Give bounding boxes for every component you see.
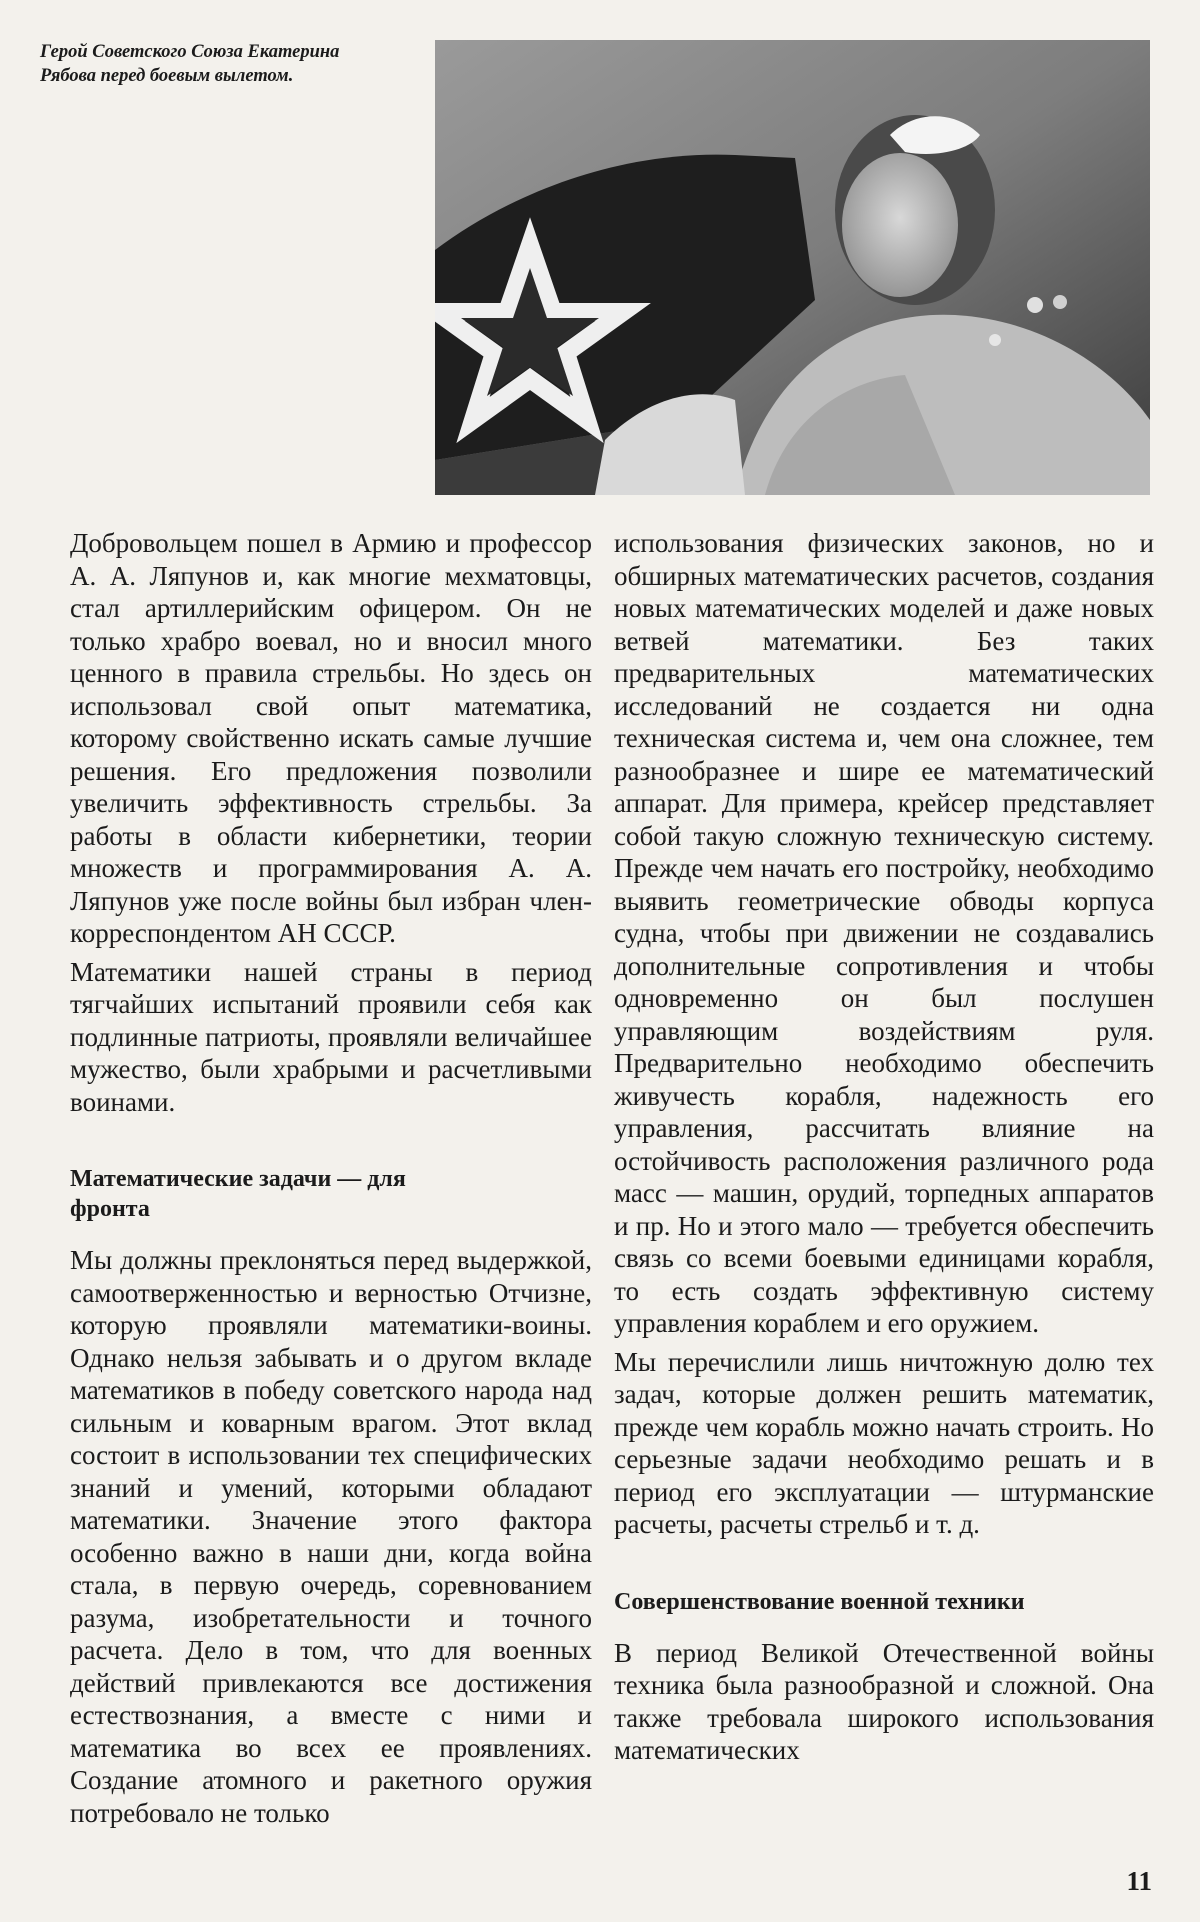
photo-image [435,40,1150,495]
section-heading-2: Совершенствование военной техники [614,1588,1025,1615]
right-paragraph-2: Мы перечислили лишь ничтожную долю тех задач, которые должен решить математик, прежде чем корабль можно начать строить. Но серьезные задачи необходимо решать и в период его эксплуатации — штурманские расчеты, расчеты стрельб и т. д. [614,1346,1154,1539]
photo-ekaterina-ryabova [435,40,1150,495]
left-paragraph-1: Добровольцем пошел в Армию и профессор А. А. Ляпунов и, как многие мехматовцы, стал артиллерийским офицером. Он не только храбро воевал, но и вносил много ценного в правила стрельбы. Но здесь он использовал свой опыт математика, которому свойственно искать самые лучшие решения. Его предложения позволили увеличить эффективность стрельбы. За работы в области кибернетики, теории множеств и программирования А. А. Ляпунов уже после войны был избран член-корреспондентом АН СССР. [70,528,592,948]
photo-caption: Герой Советского Союза Екатерина Рябова перед боевым вылетом. [40,42,340,86]
left-column [70,527,592,1829]
left-paragraph-3: Мы должны преклоняться перед выдержкой, самоотверженностью и верностью Отчизне, которую проявляли математики-воины. Однако нельзя забывать и о другом вкладе математиков в победу советского народа над сильным и коварным врагом. Этот вклад состоит в использовании тех специфических знаний и умений, которыми обладают математики. Значение этого фактора особенно важно в наши дни, когда война стала, в первую очередь, соревнованием разума, изобретательности и точного расчета. Дело в том, что для военных действий привлекаются все достижения естествознания, а вместе с ними и математика во всех ее проявлениях. Создание атомного и ракетного оружия потребовало не только [70,1245,592,1828]
section-heading-1: Математические задачи — для фронта [70,1166,406,1222]
right-column [614,527,1154,1767]
right-paragraph-1: использования физических законов, но и обширных математических расчетов, создания новых математических моделей и даже новых ветвей математики. Без таких предварительных математических исследований не создается ни одна техническая система и, чем она сложнее, тем разнообразнее и шире ее математический аппарат. Для примера, крейсер представляет собой такую сложную техническую систему. Прежде чем начать его постройку, необходимо выявить геометрические обводы корпуса судна, чтобы при движении не создавались дополнительные сопротивления и чтобы одновременно он был послушен управляющим воздействиям руля. Предварительно необходимо обеспечить живучесть корабля, надежность его управления, рассчитать влияние на остойчивость расположения различного рода масс — машин, орудий, торпедных аппаратов и пр. Но и этого мало — требуется обеспечить связь со всеми боевыми единицами корабля, то есть создать эффективную систему управления кораблем и его оружием. [614,528,1154,1338]
left-paragraph-2: Математики нашей страны в период тягчайших испытаний проявили себя как подлинные патриоты, проявляли величайшее мужество, были храбрыми и расчетливыми воинами. [70,956,592,1117]
right-paragraph-3: В период Великой Отечественной войны техника была разнообразной и сложной. Она также требовала широкого использования математических [614,1637,1154,1765]
page-number: 11 [1126,1866,1152,1896]
